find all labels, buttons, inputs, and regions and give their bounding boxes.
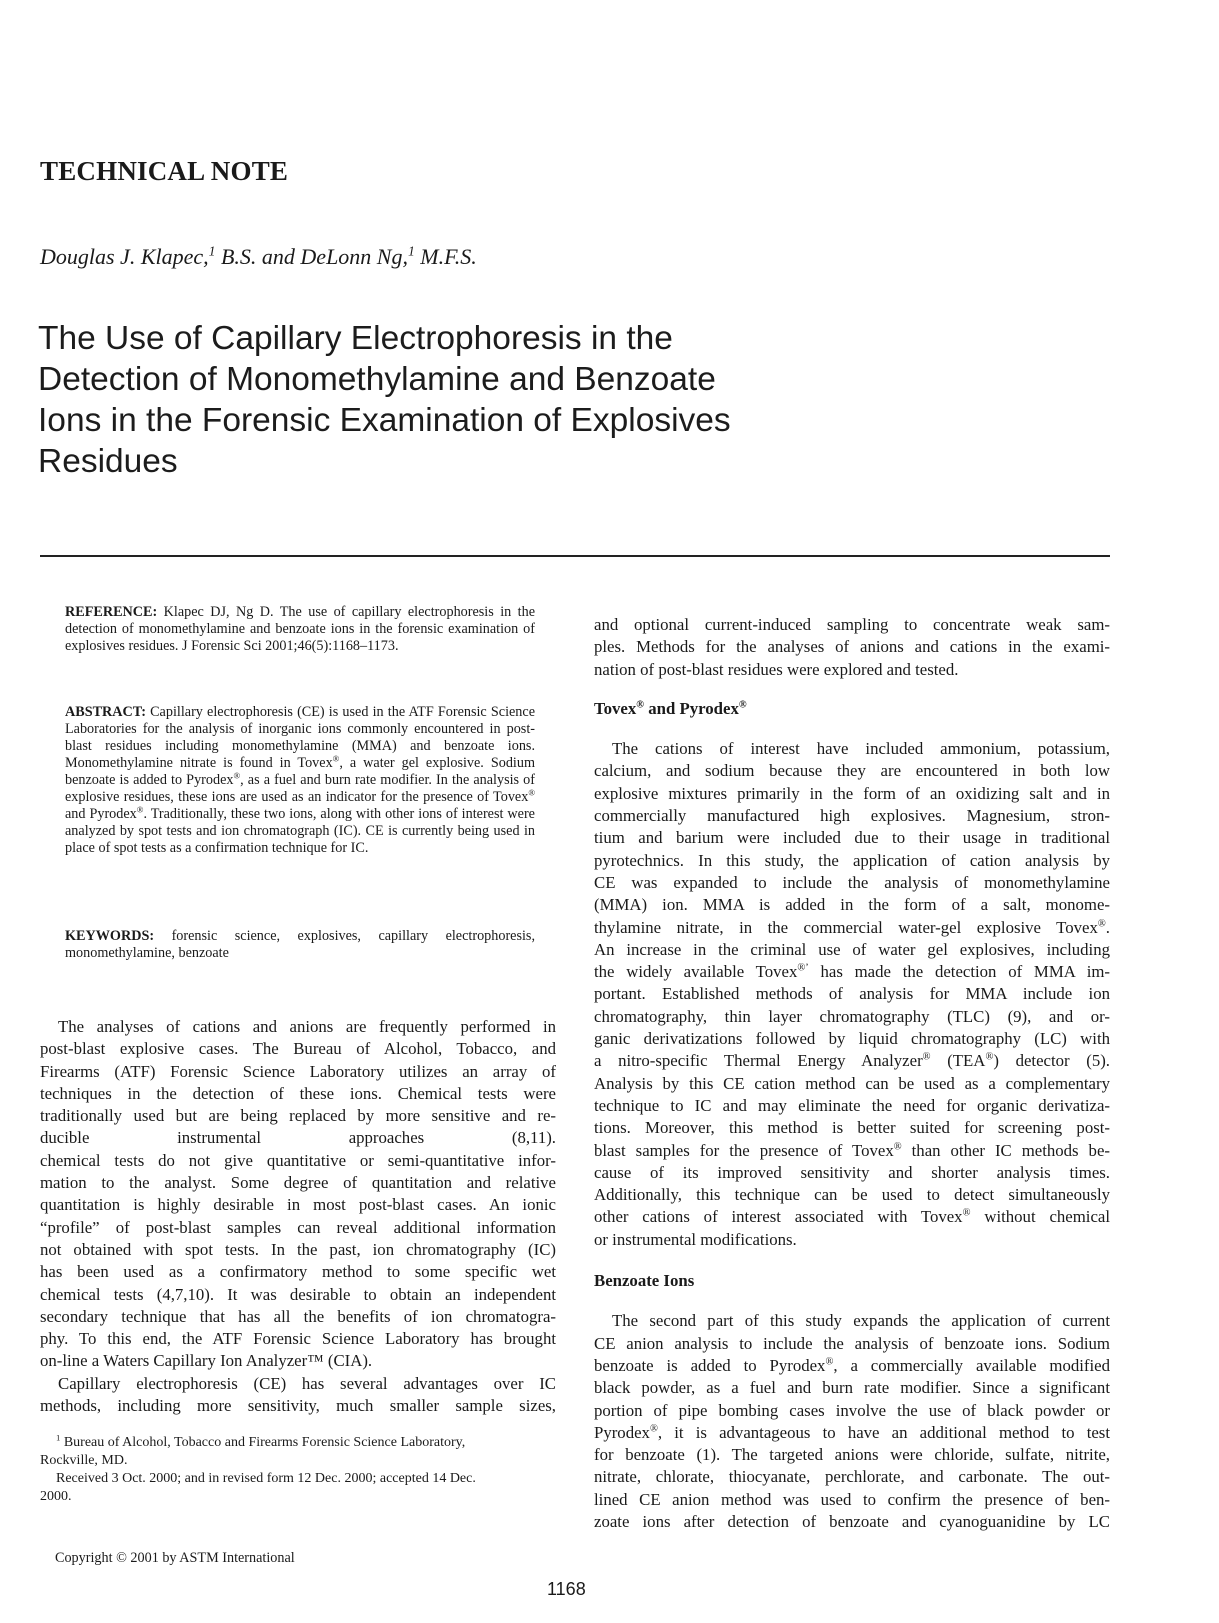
text-line: Capillary electrophoresis (CE) has several advantages over IC: [58, 1373, 556, 1393]
text-line: calcium, and sodium because they are encountered in both low: [594, 761, 1110, 781]
text-line: Additionally, this technique can be used to detect simultaneously: [594, 1185, 1110, 1205]
text-line: “profile” of post-blast samples can reveal additional information: [40, 1217, 556, 1237]
text-line: for benzoate (1). The targeted anions were chloride, sulfate, nitrite,: [594, 1445, 1110, 1465]
registered-mark: ®: [1097, 917, 1106, 929]
text-line: black powder, as a fuel and burn rate modifier. Since a significant: [594, 1378, 1110, 1398]
tovex-paragraph: [594, 738, 1110, 1251]
registered-mark: ®: [528, 787, 535, 798]
text-line: [594, 1422, 1110, 1444]
text-line: pyrotechnics. In this study, the application of cation analysis by: [594, 850, 1110, 870]
text-line: ducible instrumental approaches (8,11).: [40, 1128, 556, 1148]
line-segment: .: [1105, 917, 1110, 937]
text-line: commercially manufactured high explosives. Magnesium, stron-: [594, 806, 1110, 826]
line-segment: than other IC methods be-: [901, 1140, 1110, 1160]
received-footnote: [40, 1470, 556, 1506]
text-line: has been used as a confirmatory method to some specific wet: [40, 1262, 556, 1282]
footnote-line: 2000.: [40, 1489, 72, 1504]
text-line: CE anion analysis to include the analysis of benzoate ions. Sodium: [594, 1333, 1110, 1353]
text-line: [594, 1140, 1110, 1162]
text-line: The analyses of cations and anions are frequently performed in: [58, 1017, 556, 1036]
keywords-block: [65, 928, 535, 962]
text-line: quantitation is highly desirable in most post-blast cases. An ionic: [40, 1195, 556, 1215]
heading-text: and Pyrodex: [644, 698, 739, 718]
text-line: CE was expanded to include the analysis of monomethylamine: [594, 872, 1110, 892]
section-heading-benzoate: Benzoate Ions: [594, 1271, 695, 1291]
title-line: The Use of Capillary Electrophoresis in the: [38, 320, 673, 357]
line-segment: has made the detection of MMA im-: [808, 962, 1110, 982]
reference-block: [65, 604, 535, 655]
text-line: The cations of interest have included ammonium, potassium,: [612, 739, 1110, 759]
left-column-body: [40, 1016, 556, 1417]
line-segment: (TEA: [930, 1051, 986, 1071]
author-2-affiliation-mark: 1: [407, 243, 415, 259]
registered-mark: ®: [636, 699, 645, 711]
registered-mark: ®: [332, 753, 340, 764]
text-line: lined CE anion method was used to confirm the presence of ben-: [594, 1489, 1110, 1509]
author-1-degree: B.S. and: [215, 244, 301, 269]
text-line: [594, 917, 1110, 939]
article-title: [38, 318, 918, 482]
text-line: cause of its improved sensitivity and shorter analysis times.: [594, 1162, 1110, 1182]
text-line: nitrate, chlorate, thiocyanate, perchlorate, and carbonate. The out-: [594, 1467, 1110, 1487]
ce-advantages-paragraph: [40, 1373, 556, 1418]
registered-mark: ®: [825, 1356, 834, 1368]
text-line: technique to IC and may eliminate the need for organic derivatiza-: [594, 1095, 1110, 1115]
affiliation-footnote: [40, 1434, 556, 1470]
reference-label: REFERENCE:: [65, 604, 158, 620]
abstract-block: [65, 704, 535, 857]
text-line: on-line a Waters Capillary Ion Analyzer™ (CIA).: [40, 1351, 373, 1371]
line-segment: a nitro-specific Thermal Energy Analyzer: [594, 1051, 923, 1071]
title-line: Residues: [38, 443, 178, 480]
registered-mark: ®: [922, 1051, 931, 1063]
abstract-text: , a water gel explosive. Sodium benzoate is added to Pyrodex: [65, 755, 535, 788]
section-label: TECHNICAL NOTE: [40, 156, 289, 186]
text-line: and optional current-induced sampling to concentrate weak sam-: [594, 615, 1110, 634]
line-segment: without chemical: [970, 1207, 1111, 1227]
registered-mark: ®’: [797, 962, 809, 974]
title-divider: [40, 555, 1110, 557]
footnote-line: Received 3 Oct. 2000; and in revised form 12 Dec. 2000; accepted 14 Dec.: [56, 1471, 476, 1486]
abstract-text: . Traditionally, these two ions, along with other ions of interest were analyzed by spot tests and ion chromatograph (IC). CE is currently being used in place of spot tests as a confirmation technique for IC.: [65, 806, 535, 856]
line-segment: other cations of interest associated with Tovex: [594, 1207, 963, 1227]
text-line: ples. Methods for the analyses of anions and cations in the exami-: [594, 637, 1110, 657]
reference-text: Klapec DJ, Ng D. The use of capillary electrophoresis in the detection of monomethylamine and benzoate ions in the forensic examination of explosives residues. J Forensic Sci 2001;46(5):1168–1173.: [65, 604, 535, 654]
text-line: ganic derivatizations followed by liquid chromatography (LC) with: [594, 1029, 1110, 1049]
text-line: chemical tests do not give quantitative or semi-quantitative infor-: [40, 1150, 556, 1170]
text-line: portant. Established methods of analysis for MMA include ion: [594, 984, 1110, 1004]
text-line: Firearms (ATF) Forensic Science Laboratory utilizes an array of: [40, 1061, 556, 1081]
text-line: The second part of this study expands the application of current: [612, 1311, 1110, 1331]
author-1-name: Douglas J. Klapec,: [40, 244, 209, 269]
line-segment: the widely available Tovex: [594, 962, 798, 982]
line-segment: blast samples for the presence of Tovex: [594, 1140, 894, 1160]
text-line: tions. Moreover, this method is better suited for screening post-: [594, 1118, 1110, 1138]
intro-continuation: [594, 614, 1110, 681]
text-line: zoate ions after detection of benzoate and cyanoguanidine by LC: [594, 1511, 1110, 1531]
text-line: nation of post-blast residues were explored and tested.: [594, 659, 959, 679]
line-segment: , it is advantageous to have an additional method to test: [657, 1422, 1110, 1442]
author-2-name: DeLonn Ng,: [300, 244, 408, 269]
copyright-notice: Copyright © 2001 by ASTM International: [55, 1550, 295, 1566]
text-line: [594, 1050, 1110, 1072]
text-line: techniques in the detection of these ions. Chemical tests were: [40, 1083, 556, 1103]
author-1-affiliation-mark: 1: [208, 243, 216, 259]
text-line: [594, 1206, 1110, 1228]
footnote-line: [40, 1434, 556, 1452]
keywords-label: KEYWORDS:: [65, 928, 155, 944]
text-line: [594, 961, 1110, 983]
text-line: phy. To this end, the ATF Forensic Science Laboratory has brought: [40, 1329, 556, 1349]
footnote-line: Rockville, MD.: [40, 1453, 128, 1468]
registered-mark: ®: [985, 1051, 994, 1063]
registered-mark: ®: [233, 770, 241, 781]
text-line: secondary technique that has all the benefits of ion chromatogra-: [40, 1306, 556, 1326]
registered-mark: ®: [962, 1207, 971, 1219]
text-line: Analysis by this CE cation method can be used as a complementary: [594, 1073, 1110, 1093]
text-line: An increase in the criminal use of water gel explosives, including: [594, 939, 1110, 959]
line-segment: Pyrodex: [594, 1422, 650, 1442]
registered-mark: ®: [893, 1140, 902, 1152]
line-segment: , a commercially available modified: [833, 1355, 1110, 1375]
keywords-text: forensic science, explosives, capillary electrophoresis, monomethylamine, benzoate: [65, 928, 535, 961]
footnote-text: Bureau of Alcohol, Tobacco and Firearms Forensic Science Laboratory,: [60, 1435, 466, 1450]
heading-text: Tovex: [594, 698, 637, 718]
text-line: tium and barium were included due to their usage in traditional: [594, 828, 1110, 848]
text-line: not obtained with spot tests. In the past, ion chromatography (IC): [40, 1239, 556, 1259]
abstract-text: Capillary electrophoresis (CE) is used in the ATF Forensic Science Laboratories for the analysis of inorganic ions commonly encountered in post-blast residues including monomethylamine (MMA) and benzoate ions. Monomethylamine nitrate is found in Tovex: [65, 704, 535, 771]
text-line: portion of pipe bombing cases involve the use of black powder or: [594, 1400, 1110, 1420]
text-line: chromatography, thin layer chromatography (TLC) (9), and or-: [594, 1006, 1110, 1026]
registered-mark: ®: [738, 699, 747, 711]
line-segment: ) detector (5).: [993, 1051, 1110, 1071]
text-line: or instrumental modifications.: [594, 1229, 797, 1249]
abstract-text: , as a fuel and burn rate modifier. In the analysis of explosive residues, these ions are used as an indicator for the presence of Tovex: [65, 772, 535, 805]
text-line: traditionally used but are being replaced by more sensitive and re-: [40, 1106, 556, 1126]
abstract-label: ABSTRACT:: [65, 704, 146, 720]
text-line: chemical tests (4,7,10). It was desirable to obtain an independent: [40, 1284, 556, 1304]
abstract-text: and Pyrodex: [65, 806, 137, 822]
author-line: [40, 244, 477, 270]
registered-mark: ®: [136, 804, 144, 815]
author-2-degree: M.F.S.: [414, 244, 477, 269]
text-line: methods, including more sensitivity, much smaller sample sizes,: [40, 1396, 556, 1416]
text-line: post-blast explosive cases. The Bureau of Alcohol, Tobacco, and: [40, 1039, 556, 1059]
title-line: Ions in the Forensic Examination of Explosives: [38, 402, 731, 439]
text-line: [594, 1355, 1110, 1377]
line-segment: thylamine nitrate, in the commercial water-gel explosive Tovex: [594, 917, 1098, 937]
text-line: mation to the analyst. Some degree of quantitation and relative: [40, 1173, 556, 1193]
benzoate-paragraph: [594, 1310, 1110, 1533]
right-column-body: [594, 614, 1110, 1533]
section-heading-tovex-pyrodex: [594, 698, 1110, 720]
title-line: Detection of Monomethylamine and Benzoate: [38, 361, 716, 398]
text-line: explosive mixtures primarily in the form of an oxidizing salt and in: [594, 783, 1110, 803]
line-segment: benzoate is added to Pyrodex: [594, 1355, 826, 1375]
registered-mark: ®: [649, 1423, 658, 1435]
footnote-mark: 1: [56, 1432, 61, 1443]
page-number: 1168: [547, 1579, 586, 1599]
text-line: (MMA) ion. MMA is added in the form of a salt, monome-: [594, 895, 1110, 915]
intro-paragraph: [40, 1016, 556, 1373]
